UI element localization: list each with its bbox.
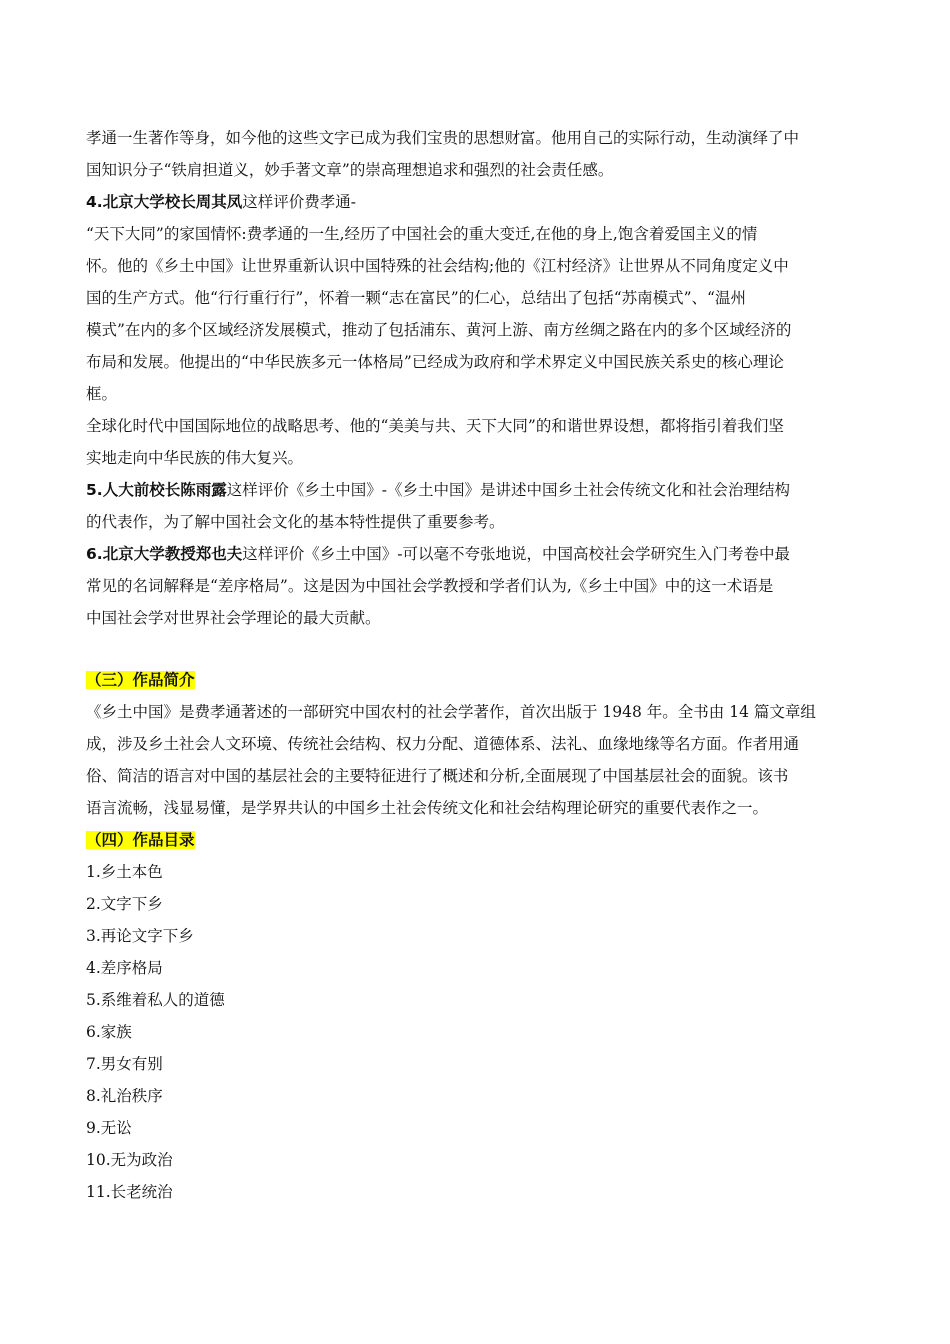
reviewer-name: 人大前校长陈雨露	[102, 481, 227, 499]
review-chen-yulu: 5.人大前校长陈雨露这样评价《乡土中国》-《乡土中国》是讲述中国乡土社会传统文化和社会治理结构 的代表作，为了解中国社会文化的基本特性提供了重要参考。	[86, 481, 790, 531]
section-heading: （三）作品简介	[86, 671, 195, 689]
document-page	[86, 122, 864, 1208]
list-item: 1.乡土本色	[86, 863, 163, 881]
intro-paragraph: 孝通一生著作等身，如今他的这些文字已成为我们宝贵的思想财富。他用自己的实际行动，生动演绎了中 国知识分子“铁肩担道义，妙手著文章”的崇高理想追求和强烈的社会责任感。	[86, 129, 800, 179]
reviewer-name: 北京大学校长周其凤	[102, 193, 243, 211]
section-introduction: （三）作品简介 《乡土中国》是费孝通著述的一部研究中国农村的社会学著作，首次出版于 1948 年。全书由 14 篇文章组 成，涉及乡土社会人文环境、传统社会结构、权力分配、道德体系、法礼、血缘地缘等名方面。作者用通 俗、简洁的语言对中国的基层社会的主要特征进行了概述和分析,全面展现了中国基层社会的面貌。该书 语言流畅，浅显易懂，是学界共认的中国乡土社会传统文化和社会结构理论研究的重要代表作之一。	[86, 671, 816, 817]
list-item: 4.差序格局	[86, 959, 163, 977]
list-item: 5.系维着私人的道德	[86, 991, 225, 1009]
review-zhou-qifeng: 4.北京大学校长周其凤这样评价费孝通- “天下大同”的家国情怀:费孝通的一生,经历了中国社会的重大变迁,在他的身上,饱含着爱国主义的情 怀。他的《乡土中国》让世界重新认识中国特殊的社会结构;他的《江村经济》让世界从不同角度定义中 国的生产方式。他“行行重行行”，怀着一颗“志在富民”的仁心，总结出了包括“苏南模式”、“温州 模式”在内的多个区域经济发展模式，推动了包括浦东、黄河上游、南方丝绸之路在内的多个区域经济的 布局和发展。他提出的“中华民族多元一体格局”已经成为政府和学术界定义中国民族关系史的核心理论 框。 全球化时代中国国际地位的战略思考、他的“美美与共、天下大同”的和谐世界设想，都将指引着我们坚 实地走向中华民族的伟大复兴。	[86, 193, 792, 467]
list-item: 11.长老统治	[86, 1183, 173, 1201]
list-item: 3.再论文字下乡	[86, 927, 194, 945]
list-item: 7.男女有别	[86, 1055, 163, 1073]
reviewer-name: 北京大学教授郑也夫	[102, 545, 243, 563]
list-item: 8.礼治秩序	[86, 1087, 163, 1105]
review-zheng-yefu: 6.北京大学教授郑也夫这样评价《乡土中国》-可以毫不夸张地说，中国高校社会学研究生入门考卷中最 常见的名词解释是“差序格局”。这是因为中国社会学教授和学者们认为,《乡土中国》中的这一术语是 中国社会学对世界社会学理论的最大贡献。	[86, 545, 790, 627]
section-heading: （四）作品目录	[86, 831, 195, 849]
section-table-of-contents	[86, 824, 864, 1208]
list-item: 6.家族	[86, 1023, 132, 1041]
list-item: 9.无讼	[86, 1119, 132, 1137]
list-item: 10.无为政治	[86, 1151, 173, 1169]
list-item: 2.文字下乡	[86, 895, 163, 913]
